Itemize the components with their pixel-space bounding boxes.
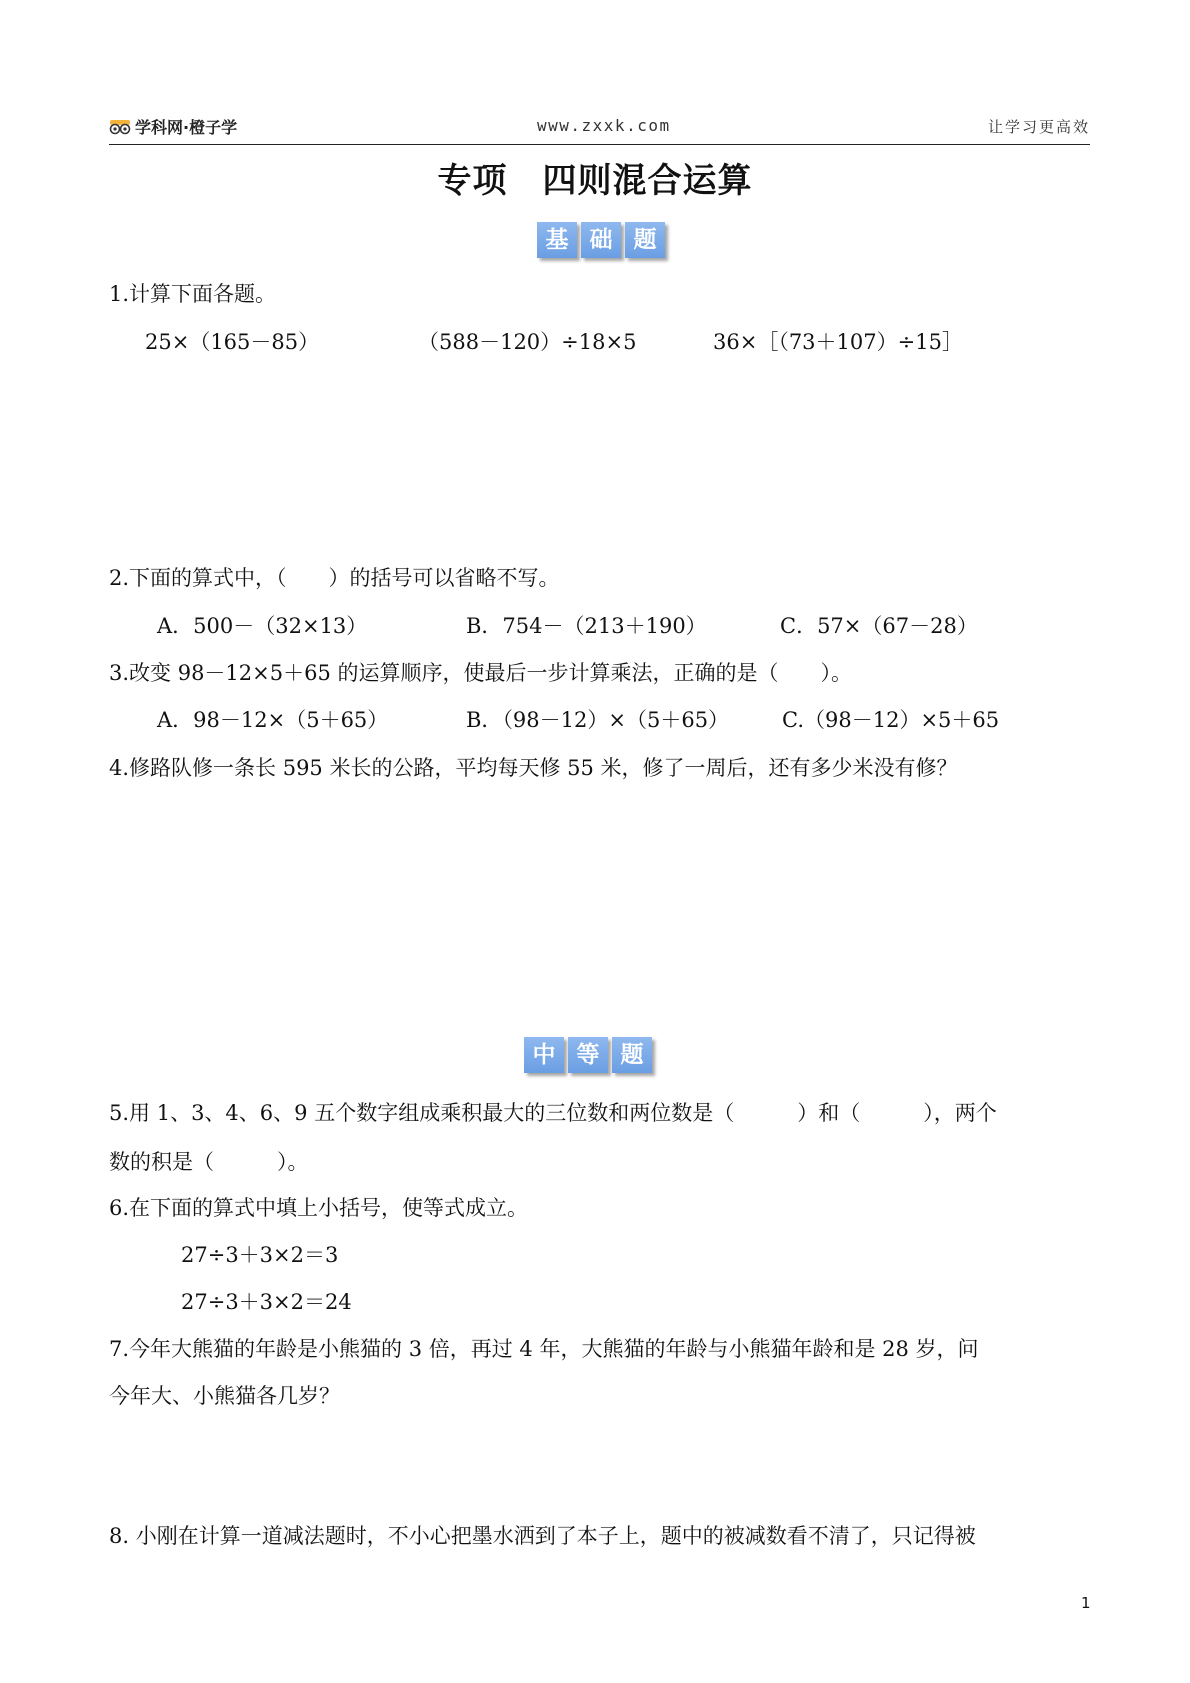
question-3-stem: 3.改变 98－12×5＋65 的运算顺序，使最后一步计算乘法，正确的是（ ）。 [109, 661, 853, 685]
page-title: 专项 四则混合运算 [437, 161, 753, 201]
question-2-stem: 2.下面的算式中，（ ）的括号可以省略不写。 [109, 566, 560, 590]
question-8-line-1: 8. 小刚在计算一道减法题时，不小心把墨水洒到了本子上，题中的被减数看不清了，只记得被 [109, 1524, 976, 1548]
question-5-line-1: 5.用 1、3、4、6、9 五个数字组成乘积最大的三位数和两位数是（ ）和（ ），两个 [109, 1101, 997, 1125]
site-url: www.zxxk.com [537, 116, 671, 135]
section-char: 中 [524, 1037, 564, 1073]
page-header [109, 112, 1090, 145]
brand [109, 115, 237, 138]
question-1-item-c: 36×［（73＋107）÷15］ [713, 330, 963, 354]
question-1-item-a: 25×（165－85） [145, 330, 320, 354]
question-2-option-c: C．57×（67－28） [780, 614, 978, 638]
question-6-equation-1: 27÷3＋3×2＝3 [181, 1243, 339, 1267]
goggles-logo-icon [109, 119, 131, 135]
question-2-option-b: B．754－（213＋190） [466, 614, 707, 638]
page-number: 1 [1081, 1594, 1091, 1612]
question-7-line-1: 7.今年大熊猫的年龄是小熊猫的 3 倍，再过 4 年，大熊猫的年龄与小熊猫年龄和是 28 岁，问 [109, 1337, 979, 1361]
section-char: 题 [612, 1037, 652, 1073]
question-3-option-b: B．（98－12）×（5＋65） [466, 708, 730, 732]
question-6-stem: 6.在下面的算式中填上小括号，使等式成立。 [109, 1196, 529, 1220]
question-1-item-b: （588－120）÷18×5 [418, 330, 637, 354]
brand-name: 学科网·橙子学 [135, 118, 238, 137]
question-6-equation-2: 27÷3＋3×2＝24 [181, 1290, 352, 1314]
section-char: 等 [568, 1037, 608, 1073]
section-char: 基 [537, 222, 577, 258]
question-1-stem: 1.计算下面各题。 [109, 282, 277, 306]
question-5-line-2: 数的积是（ ）。 [109, 1150, 309, 1174]
section-label-medium [524, 1037, 652, 1073]
question-3-option-a: A．98－12×（5＋65） [157, 708, 389, 732]
section-char: 础 [581, 222, 621, 258]
question-4-stem: 4.修路队修一条长 595 米长的公路，平均每天修 55 米，修了一周后，还有多少米没有修？ [109, 756, 958, 780]
question-3-option-c: C.（98－12）×5＋65 [782, 708, 1000, 732]
section-label-basic [537, 222, 665, 258]
section-char: 题 [625, 222, 665, 258]
slogan: 让学习更高效 [987, 118, 1090, 136]
question-7-line-2: 今年大、小熊猫各几岁？ [109, 1384, 340, 1408]
question-2-option-a: A．500－（32×13） [157, 614, 368, 638]
